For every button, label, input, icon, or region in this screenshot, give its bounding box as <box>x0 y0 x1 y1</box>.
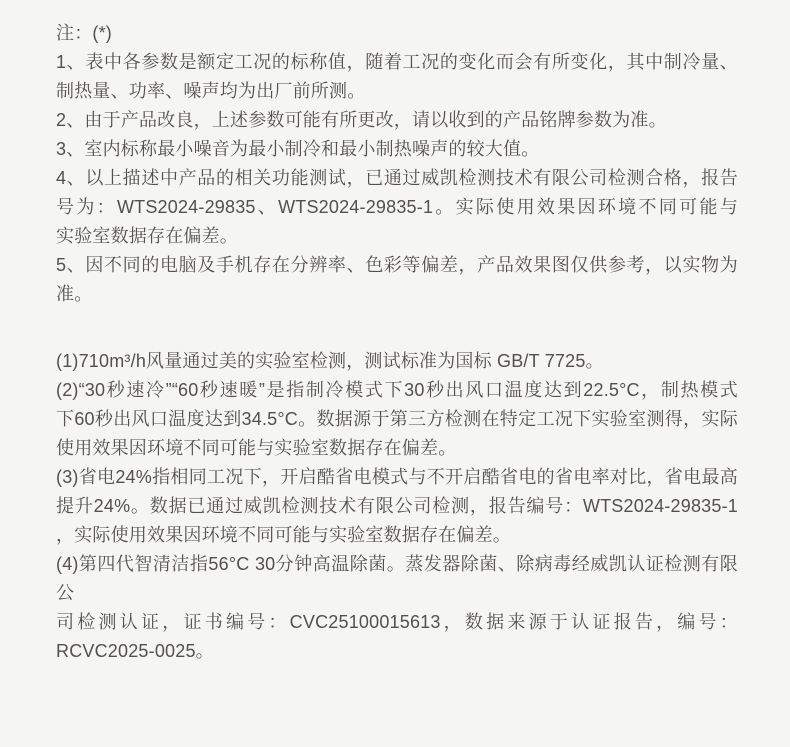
note-line-1b: 制热量、功率、噪声均为出厂前所测。 <box>56 81 366 101</box>
notes-section <box>56 19 738 309</box>
note-line-5b: 准。 <box>56 284 93 304</box>
footnote-4c: RCVC2025-0025。 <box>56 641 214 661</box>
note-line-1: 1、表中各参数是额定工况的标称值，随着工况的变化而会有所变化，其中制冷量、 <box>56 52 738 72</box>
note-line-3: 3、室内标称最小噪音为最小制冷和最小制热噪声的较大值。 <box>56 139 540 159</box>
footnote-1: (1)710m³/h风量通过美的实验室检测，测试标准为国标 GB/T 7725。 <box>56 351 604 371</box>
note-line-4: 4、以上描述中产品的相关功能测试，已通过威凯检测技术有限公司检测合格，报告 <box>56 168 738 188</box>
footnote-2b: 下60秒出风口温度达到34.5°C。数据源于第三方检测在特定工况下实验室测得，实际 <box>56 409 738 429</box>
note-line-2: 2、由于产品改良，上述参数可能有所更改，请以收到的产品铭牌参数为准。 <box>56 110 667 130</box>
footnote-2: (2)“30秒速冷”“60秒速暖”是指制冷模式下30秒出风口温度达到22.5°C，制热模式 <box>56 380 738 400</box>
footnote-2c: 使用效果因环境不同可能与实验室数据存在偏差。 <box>56 438 457 458</box>
footnote-3: (3)省电24%指相同工况下，开启酷省电模式与不开启酷省电的省电率对比，省电最高 <box>56 467 738 487</box>
footnote-3c: ，实际使用效果因环境不同可能与实验室数据存在偏差。 <box>56 525 511 545</box>
note-line-5: 5、因不同的电脑及手机存在分辨率、色彩等偏差，产品效果图仅供参考，以实物为 <box>56 255 738 275</box>
note-line-4b: 号为：WTS2024-29835、WTS2024-29835-1。实际使用效果因环境不同可能与 <box>56 197 738 217</box>
footnotes-section <box>56 347 738 666</box>
footnote-3b: 提升24%。数据已通过威凯检测技术有限公司检测，报告编号：WTS2024-29835-1 <box>56 496 738 516</box>
footnote-4: (4)第四代智清洁指56°C 30分钟高温除菌。蒸发器除菌、除病毒经威凯认证检测有限公 <box>56 554 738 603</box>
notes-header: 注：(*) <box>56 23 112 43</box>
note-line-4c: 实验室数据存在偏差。 <box>56 226 238 246</box>
footnote-4b: 司检测认证，证书编号：CVC25100015613，数据来源于认证报告，编号： <box>56 612 738 632</box>
